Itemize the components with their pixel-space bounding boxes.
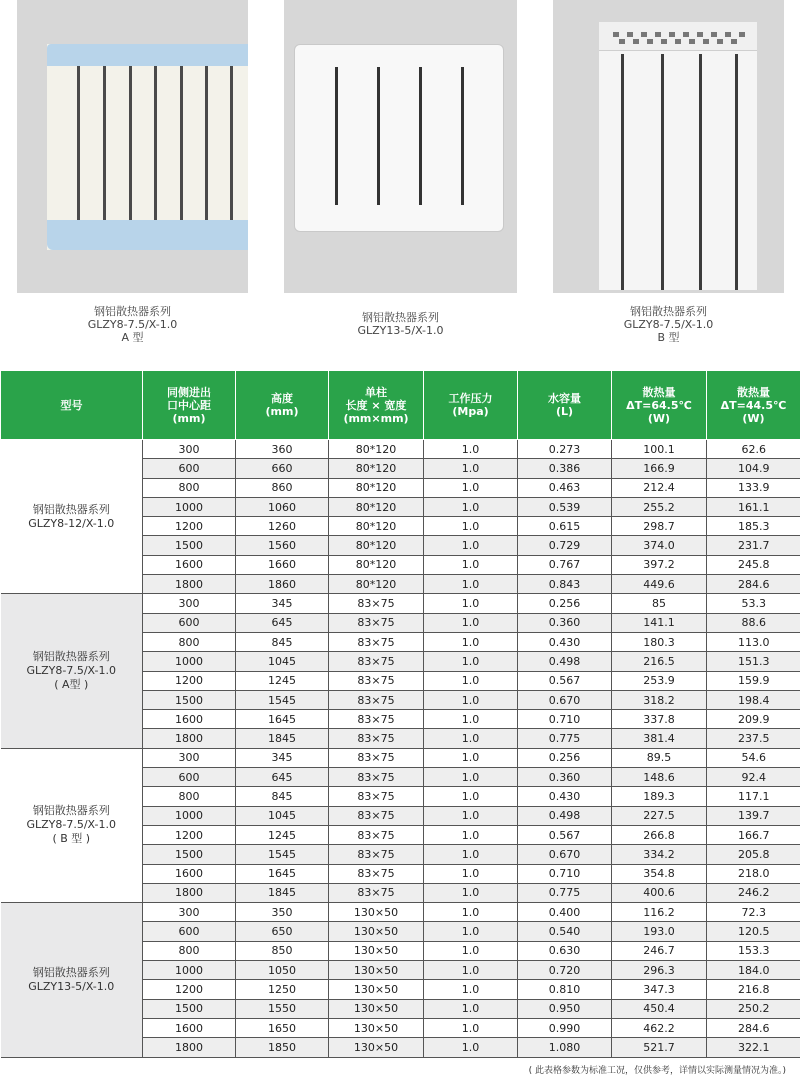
table-cell: 1500 [143, 845, 236, 864]
table-cell: 1200 [143, 980, 236, 999]
table-cell: 130×50 [329, 999, 424, 1018]
table-cell: 354.8 [612, 864, 707, 883]
model-name-line: GLZY13-5/X-1.0 [28, 979, 115, 993]
table-cell: 1245 [236, 671, 329, 690]
table-cell: 1.0 [424, 459, 518, 478]
table-cell: 83×75 [329, 845, 424, 864]
table-cell: 139.7 [707, 806, 800, 825]
table-cell: 1.0 [424, 613, 518, 632]
table-cell: 1045 [236, 652, 329, 671]
table-cell: 80*120 [329, 478, 424, 497]
table-cell: 80*120 [329, 536, 424, 555]
table-cell: 1500 [143, 999, 236, 1018]
table-cell: 151.3 [707, 652, 800, 671]
table-cell: 130×50 [329, 961, 424, 980]
table-cell: 161.1 [707, 497, 800, 516]
radiator-a-image [47, 44, 248, 250]
table-cell: 0.386 [518, 459, 612, 478]
table-cell: 184.0 [707, 961, 800, 980]
model-name-cell [1, 903, 143, 1057]
caption-c-type: B 型 [657, 331, 680, 344]
table-cell: 1000 [143, 961, 236, 980]
table-cell: 1000 [143, 652, 236, 671]
table-group-3 [1, 748, 800, 902]
model-name-line: 钢铝散热器系列 [32, 650, 110, 664]
table-cell: 88.6 [707, 613, 800, 632]
table-cell: 130×50 [329, 1018, 424, 1037]
table-cell: 0.498 [518, 652, 612, 671]
model-name-cell [1, 748, 143, 902]
table-cell: 216.5 [612, 652, 707, 671]
table-cell: 1645 [236, 864, 329, 883]
table-cell: 1.0 [424, 575, 518, 594]
table-cell: 1545 [236, 690, 329, 709]
table-cell: 1800 [143, 883, 236, 902]
table-cell: 1.0 [424, 1038, 518, 1057]
header-model: 型号 [1, 371, 143, 440]
caption-c-series: 钢铝散热器系列 [630, 305, 707, 318]
table-cell: 1600 [143, 710, 236, 729]
model-name-line: 钢铝散热器系列 [32, 502, 110, 516]
header-column-size: 单柱 长度 × 宽度 (mm×mm) [329, 371, 424, 440]
table-row [1, 594, 800, 613]
table-cell: 83×75 [329, 748, 424, 767]
table-cell: 1550 [236, 999, 329, 1018]
header-center-distance: 同侧进出 口中心距 (mm) [143, 371, 236, 440]
table-cell: 600 [143, 922, 236, 941]
table-cell: 189.3 [612, 787, 707, 806]
table-cell: 300 [143, 440, 236, 459]
table-cell: 83×75 [329, 768, 424, 787]
table-cell: 218.0 [707, 864, 800, 883]
table-cell: 1560 [236, 536, 329, 555]
table-cell: 185.3 [707, 517, 800, 536]
table-cell: 400.6 [612, 883, 707, 902]
table-cell: 80*120 [329, 555, 424, 574]
table-cell: 0.567 [518, 825, 612, 844]
table-cell: 0.540 [518, 922, 612, 941]
table-cell: 0.539 [518, 497, 612, 516]
table-cell: 83×75 [329, 825, 424, 844]
table-cell: 1.0 [424, 903, 518, 922]
table-cell: 1500 [143, 690, 236, 709]
table-cell: 298.7 [612, 517, 707, 536]
table-cell: 1245 [236, 825, 329, 844]
table-cell: 54.6 [707, 748, 800, 767]
table-cell: 0.498 [518, 806, 612, 825]
table-cell: 237.5 [707, 729, 800, 748]
table-cell: 72.3 [707, 903, 800, 922]
table-cell: 1200 [143, 671, 236, 690]
table-row [1, 748, 800, 767]
table-cell: 80*120 [329, 497, 424, 516]
table-cell: 0.950 [518, 999, 612, 1018]
table-cell: 1250 [236, 980, 329, 999]
caption-a [17, 305, 248, 344]
table-cell: 209.9 [707, 710, 800, 729]
table-cell: 89.5 [612, 748, 707, 767]
table-cell: 347.3 [612, 980, 707, 999]
table-cell: 113.0 [707, 632, 800, 651]
table-cell: 0.256 [518, 594, 612, 613]
table-cell: 83×75 [329, 806, 424, 825]
model-name-line: 钢铝散热器系列 [32, 804, 110, 818]
table-cell: 130×50 [329, 1038, 424, 1057]
table-cell: 198.4 [707, 690, 800, 709]
table-cell: 80*120 [329, 459, 424, 478]
table-cell: 1.0 [424, 883, 518, 902]
spec-table [0, 370, 800, 1058]
table-cell: 1.0 [424, 555, 518, 574]
table-cell: 116.2 [612, 903, 707, 922]
table-cell: 153.3 [707, 941, 800, 960]
table-cell: 1650 [236, 1018, 329, 1037]
table-cell: 130×50 [329, 903, 424, 922]
table-cell: 216.8 [707, 980, 800, 999]
model-name-cell [1, 594, 143, 748]
table-cell: 148.6 [612, 768, 707, 787]
table-cell: 1.0 [424, 729, 518, 748]
table-cell: 450.4 [612, 999, 707, 1018]
table-cell: 0.670 [518, 845, 612, 864]
table-cell: 255.2 [612, 497, 707, 516]
table-row [1, 440, 800, 459]
model-name-line: ( B 型 ) [52, 832, 91, 846]
table-cell: 83×75 [329, 632, 424, 651]
table-cell: 1.0 [424, 478, 518, 497]
table-cell: 0.256 [518, 748, 612, 767]
table-group-2 [1, 594, 800, 748]
caption-c-model: GLZY8-7.5/X-1.0 [623, 318, 714, 331]
table-cell: 246.7 [612, 941, 707, 960]
table-cell: 0.710 [518, 864, 612, 883]
table-cell: 600 [143, 613, 236, 632]
radiator-b-image [294, 44, 504, 232]
table-cell: 80*120 [329, 575, 424, 594]
table-cell: 350 [236, 903, 329, 922]
table-cell: 800 [143, 632, 236, 651]
caption-a-series: 钢铝散热器系列 [94, 305, 171, 318]
table-cell: 1.0 [424, 806, 518, 825]
table-cell: 141.1 [612, 613, 707, 632]
radiator-c-image [599, 22, 757, 290]
table-cell: 62.6 [707, 440, 800, 459]
table-cell: 92.4 [707, 768, 800, 787]
table-cell: 0.710 [518, 710, 612, 729]
table-cell: 0.810 [518, 980, 612, 999]
table-cell: 318.2 [612, 690, 707, 709]
table-cell: 180.3 [612, 632, 707, 651]
model-name-line: ( A型 ) [54, 678, 89, 692]
table-cell: 100.1 [612, 440, 707, 459]
table-cell: 83×75 [329, 671, 424, 690]
table-cell: 345 [236, 748, 329, 767]
caption-c [553, 305, 784, 344]
table-row [1, 903, 800, 922]
table-cell: 300 [143, 748, 236, 767]
table-cell: 193.0 [612, 922, 707, 941]
table-cell: 0.775 [518, 729, 612, 748]
table-cell: 296.3 [612, 961, 707, 980]
product-photo-b [284, 0, 517, 293]
table-cell: 600 [143, 459, 236, 478]
table-cell: 800 [143, 941, 236, 960]
table-cell: 337.8 [612, 710, 707, 729]
table-cell: 0.843 [518, 575, 612, 594]
table-cell: 130×50 [329, 941, 424, 960]
model-name-line: GLZY8-12/X-1.0 [28, 516, 115, 530]
table-cell: 1.0 [424, 787, 518, 806]
table-cell: 0.430 [518, 787, 612, 806]
table-cell: 0.567 [518, 671, 612, 690]
table-cell: 1660 [236, 555, 329, 574]
table-cell: 1800 [143, 729, 236, 748]
table-cell: 227.5 [612, 806, 707, 825]
table-cell: 650 [236, 922, 329, 941]
table-cell: 130×50 [329, 980, 424, 999]
header-water-capacity: 水容量 (L) [518, 371, 612, 440]
caption-a-model: GLZY8-7.5/X-1.0 [87, 318, 178, 331]
table-cell: 660 [236, 459, 329, 478]
table-cell: 0.430 [518, 632, 612, 651]
model-name-cell [1, 440, 143, 594]
table-cell: 397.2 [612, 555, 707, 574]
table-cell: 1.0 [424, 632, 518, 651]
table-cell: 250.2 [707, 999, 800, 1018]
table-cell: 0.615 [518, 517, 612, 536]
product-photo-a [17, 0, 248, 293]
table-cell: 1.0 [424, 748, 518, 767]
table-cell: 1.0 [424, 864, 518, 883]
table-cell: 0.630 [518, 941, 612, 960]
table-cell: 845 [236, 632, 329, 651]
table-cell: 120.5 [707, 922, 800, 941]
table-cell: 83×75 [329, 652, 424, 671]
product-photo-c [553, 0, 784, 293]
table-cell: 1.0 [424, 1018, 518, 1037]
caption-b [284, 311, 517, 337]
table-cell: 360 [236, 440, 329, 459]
table-cell: 245.8 [707, 555, 800, 574]
table-cell: 104.9 [707, 459, 800, 478]
table-cell: 1800 [143, 1038, 236, 1057]
table-cell: 800 [143, 478, 236, 497]
table-cell: 253.9 [612, 671, 707, 690]
table-cell: 800 [143, 787, 236, 806]
table-cell: 133.9 [707, 478, 800, 497]
table-cell: 0.670 [518, 690, 612, 709]
table-cell: 345 [236, 594, 329, 613]
table-cell: 1200 [143, 825, 236, 844]
table-cell: 1050 [236, 961, 329, 980]
caption-a-type: A 型 [121, 331, 144, 344]
model-name-line: GLZY8-7.5/X-1.0 [26, 818, 117, 832]
table-cell: 80*120 [329, 440, 424, 459]
table-cell: 1.0 [424, 999, 518, 1018]
table-cell: 1800 [143, 575, 236, 594]
table-cell: 300 [143, 594, 236, 613]
table-cell: 1.0 [424, 517, 518, 536]
table-cell: 1.080 [518, 1038, 612, 1057]
table-cell: 462.2 [612, 1018, 707, 1037]
table-cell: 53.3 [707, 594, 800, 613]
table-cell: 1.0 [424, 768, 518, 787]
table-cell: 1.0 [424, 440, 518, 459]
table-cell: 374.0 [612, 536, 707, 555]
table-cell: 0.463 [518, 478, 612, 497]
table-cell: 0.720 [518, 961, 612, 980]
table-cell: 159.9 [707, 671, 800, 690]
table-cell: 0.767 [518, 555, 612, 574]
table-cell: 83×75 [329, 594, 424, 613]
table-cell: 83×75 [329, 787, 424, 806]
table-cell: 80*120 [329, 517, 424, 536]
table-cell: 1500 [143, 536, 236, 555]
table-cell: 83×75 [329, 613, 424, 632]
table-cell: 1.0 [424, 710, 518, 729]
table-cell: 1060 [236, 497, 329, 516]
table-cell: 0.273 [518, 440, 612, 459]
table-group-1 [1, 440, 800, 594]
table-cell: 1.0 [424, 941, 518, 960]
table-cell: 83×75 [329, 883, 424, 902]
table-cell: 300 [143, 903, 236, 922]
table-cell: 231.7 [707, 536, 800, 555]
table-cell: 83×75 [329, 710, 424, 729]
table-cell: 1860 [236, 575, 329, 594]
caption-b-series: 钢铝散热器系列 [362, 311, 439, 324]
table-cell: 0.360 [518, 768, 612, 787]
table-cell: 1045 [236, 806, 329, 825]
table-cell: 85 [612, 594, 707, 613]
table-cell: 1.0 [424, 845, 518, 864]
table-cell: 845 [236, 787, 329, 806]
table-cell: 1000 [143, 806, 236, 825]
table-cell: 381.4 [612, 729, 707, 748]
table-cell: 83×75 [329, 864, 424, 883]
table-cell: 1845 [236, 729, 329, 748]
table-cell: 322.1 [707, 1038, 800, 1057]
footnote: ( 此表格参数为标准工况，仅供参考，详情以实际测量情况为准。) [528, 1066, 786, 1076]
table-cell: 449.6 [612, 575, 707, 594]
table-header-row [1, 371, 800, 440]
table-cell: 860 [236, 478, 329, 497]
table-cell: 212.4 [612, 478, 707, 497]
table-cell: 645 [236, 613, 329, 632]
table-cell: 166.7 [707, 825, 800, 844]
table-cell: 1.0 [424, 980, 518, 999]
table-cell: 1850 [236, 1038, 329, 1057]
table-cell: 117.1 [707, 787, 800, 806]
model-name-line: 钢铝散热器系列 [32, 965, 110, 979]
table-cell: 0.400 [518, 903, 612, 922]
model-name-line: GLZY8-7.5/X-1.0 [26, 664, 117, 678]
table-cell: 83×75 [329, 729, 424, 748]
table-cell: 1600 [143, 864, 236, 883]
table-cell: 1.0 [424, 671, 518, 690]
table-cell: 645 [236, 768, 329, 787]
table-cell: 284.6 [707, 1018, 800, 1037]
table-cell: 1.0 [424, 594, 518, 613]
table-cell: 1845 [236, 883, 329, 902]
table-cell: 1.0 [424, 497, 518, 516]
table-cell: 1545 [236, 845, 329, 864]
table-cell: 83×75 [329, 690, 424, 709]
table-cell: 1.0 [424, 690, 518, 709]
table-cell: 266.8 [612, 825, 707, 844]
caption-b-model: GLZY13-5/X-1.0 [357, 324, 444, 337]
header-height: 高度 (mm) [236, 371, 329, 440]
table-cell: 1600 [143, 1018, 236, 1037]
header-heat-44: 散热量 ΔT=44.5℃ (W) [707, 371, 800, 440]
header-heat-64: 散热量 ΔT=64.5℃ (W) [612, 371, 707, 440]
table-cell: 1200 [143, 517, 236, 536]
table-cell: 1.0 [424, 536, 518, 555]
table-cell: 1.0 [424, 652, 518, 671]
table-cell: 246.2 [707, 883, 800, 902]
table-cell: 334.2 [612, 845, 707, 864]
table-cell: 1000 [143, 497, 236, 516]
table-cell: 0.360 [518, 613, 612, 632]
table-cell: 1.0 [424, 961, 518, 980]
table-cell: 0.775 [518, 883, 612, 902]
table-cell: 0.729 [518, 536, 612, 555]
table-cell: 1645 [236, 710, 329, 729]
table-cell: 284.6 [707, 575, 800, 594]
table-cell: 0.990 [518, 1018, 612, 1037]
header-pressure: 工作压力 (Mpa) [424, 371, 518, 440]
table-cell: 1.0 [424, 825, 518, 844]
table-cell: 205.8 [707, 845, 800, 864]
table-cell: 850 [236, 941, 329, 960]
table-cell: 130×50 [329, 922, 424, 941]
table-cell: 600 [143, 768, 236, 787]
table-group-4 [1, 903, 800, 1057]
table-cell: 1260 [236, 517, 329, 536]
table-cell: 1600 [143, 555, 236, 574]
table-cell: 1.0 [424, 922, 518, 941]
table-cell: 521.7 [612, 1038, 707, 1057]
table-cell: 166.9 [612, 459, 707, 478]
